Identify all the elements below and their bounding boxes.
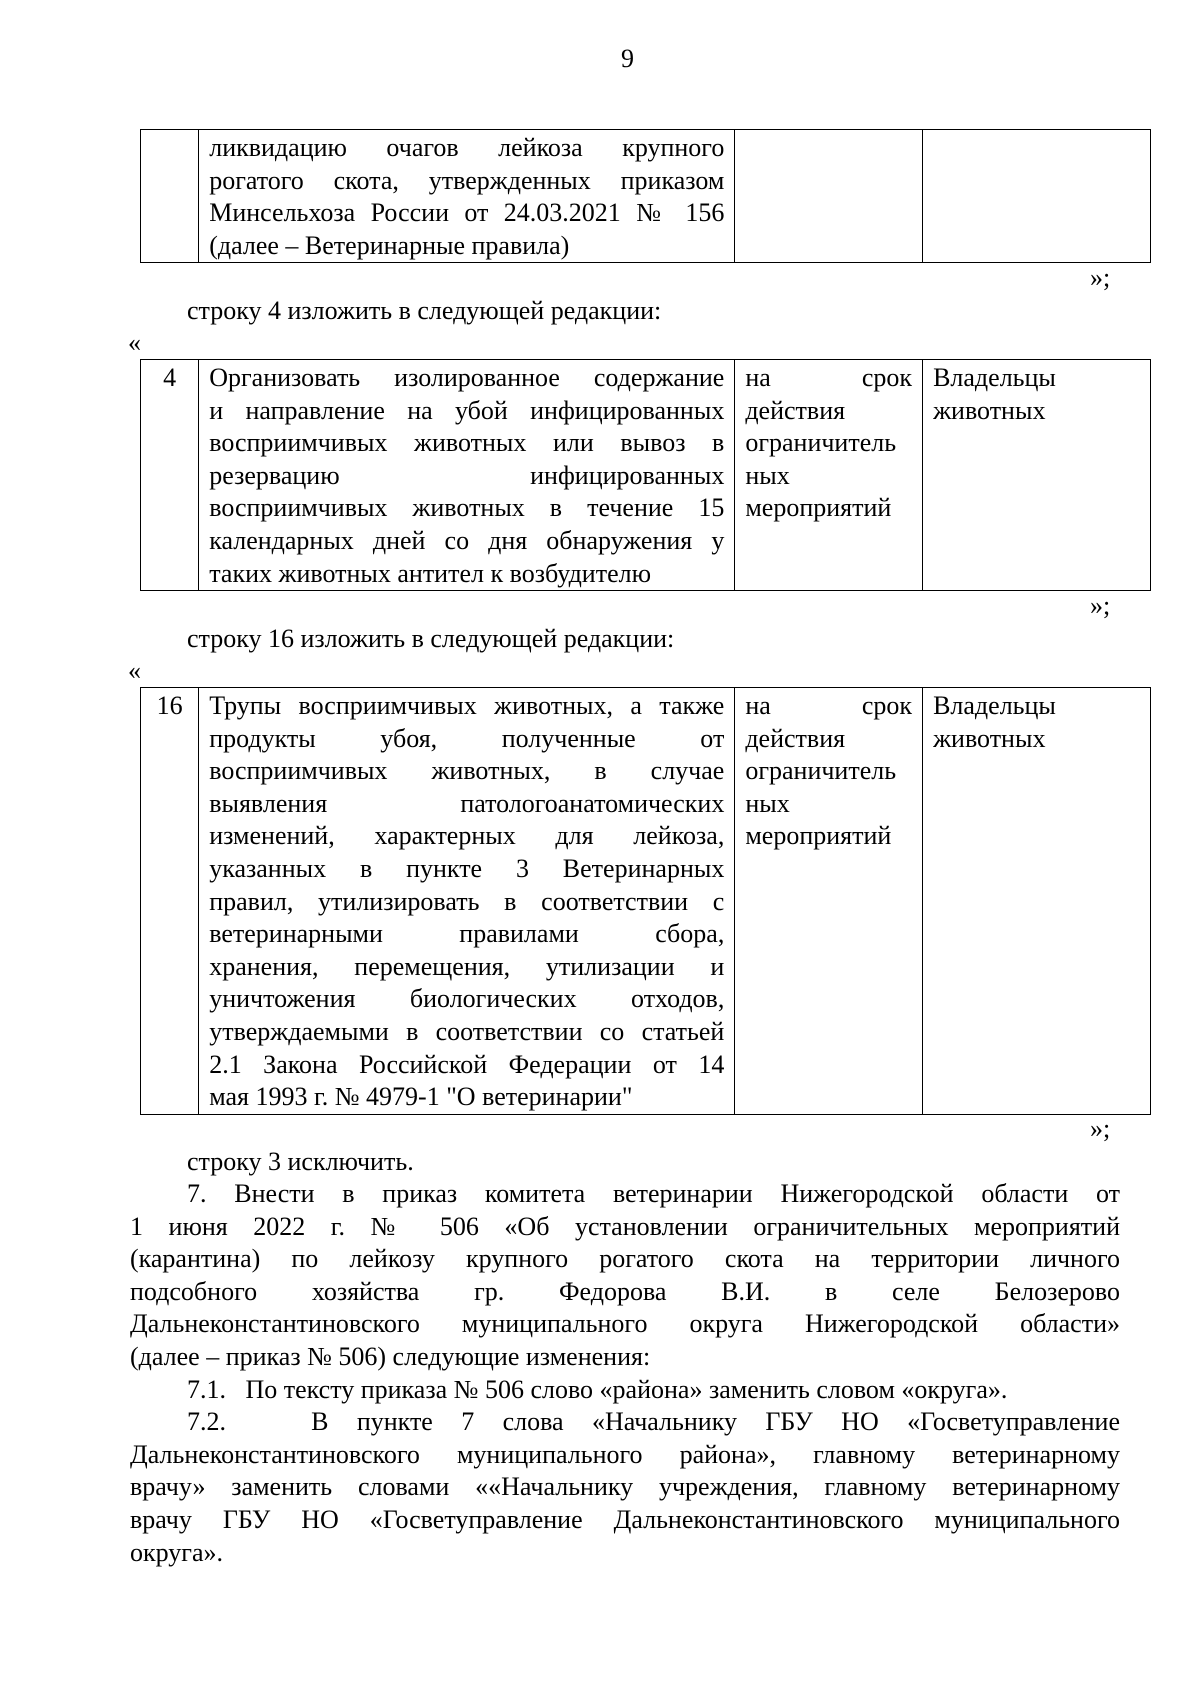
row-term-cell xyxy=(735,360,923,591)
table-row xyxy=(141,688,1151,1115)
term-line: мероприятий xyxy=(745,821,892,851)
instruction-row4: строку 4 изложить в следующей редакции: xyxy=(187,296,662,325)
table-row16 xyxy=(140,687,1151,1115)
close-quote: »; xyxy=(1090,263,1111,292)
paragraph-line: Дальнеконстантиновского муниципального округа Нижегородской области» xyxy=(130,1309,1120,1339)
text-line: правил, утилизировать в соответствии с xyxy=(209,886,725,916)
row-number-cell: 16 xyxy=(141,688,199,1115)
text-line: восприимчивых животных в течение 15 xyxy=(209,493,725,523)
paragraph-line: 7. Внести в приказ комитета ветеринарии Нижегородской области от xyxy=(187,1179,1120,1208)
close-quote: »; xyxy=(1090,1114,1111,1143)
text-line: утверждаемыми в соответствии со статьей xyxy=(209,1016,725,1046)
open-quote: « xyxy=(128,656,141,685)
term-line: на срок xyxy=(745,691,913,720)
paragraph-7-1: 7.1. По тексту приказа № 506 слово «района» заменить словом «округа». xyxy=(187,1374,1008,1404)
text-line: уничтожения биологических отходов, xyxy=(209,984,725,1014)
row-responsible-cell xyxy=(923,130,1151,263)
table-row4 xyxy=(140,359,1151,591)
table-row xyxy=(141,130,1151,263)
row-text-cell xyxy=(199,130,735,263)
term-line: ограничитель xyxy=(745,428,897,458)
paragraph-line: округа». xyxy=(130,1537,223,1567)
row-responsible-cell xyxy=(923,360,1151,591)
instruction-row16: строку 16 изложить в следующей редакции: xyxy=(187,624,675,653)
term-line: на срок xyxy=(745,363,913,392)
open-quote: « xyxy=(128,328,141,357)
term-line: действия xyxy=(745,723,846,753)
responsible-line: животных xyxy=(933,395,1046,425)
responsible-line: Владельцы xyxy=(933,691,1056,720)
instruction-row3: строку 3 исключить. xyxy=(187,1147,414,1176)
text-line: (далее – Ветеринарные правила) xyxy=(209,230,570,260)
text-line: и направление на убой инфицированных xyxy=(209,395,725,425)
text-line: выявления патологоанатомических xyxy=(209,788,725,818)
term-line: мероприятий xyxy=(745,493,892,523)
row-number-cell: 4 xyxy=(141,360,199,591)
row-responsible-cell xyxy=(923,688,1151,1115)
row-text-cell xyxy=(199,688,735,1115)
text-line: восприимчивых животных или вывоз в xyxy=(209,428,725,458)
text-line: ветеринарными правилами сбора, xyxy=(209,919,725,949)
text-line: мая 1993 г. № 4979-1 "О ветеринарии" xyxy=(209,1082,633,1112)
term-line: ных xyxy=(745,788,790,818)
paragraph-line: (далее – приказ № 506) следующие изменения: xyxy=(130,1341,651,1371)
page-number: 9 xyxy=(621,44,634,73)
table-continuation xyxy=(140,129,1151,263)
row-text-cell xyxy=(199,360,735,591)
text-line: рогатого скота, утвержденных приказом xyxy=(209,165,725,195)
table-row xyxy=(141,360,1151,591)
responsible-line: Владельцы xyxy=(933,363,1056,392)
text-line: календарных дней со дня обнаружения у xyxy=(209,525,725,555)
text-line: указанных в пункте 3 Ветеринарных xyxy=(209,853,725,883)
paragraph-line: врачу ГБУ НО «Госветуправление Дальнеконстантиновского муниципального xyxy=(130,1504,1120,1534)
text-line: Трупы восприимчивых животных, а также xyxy=(209,691,725,720)
term-line: ных xyxy=(745,460,790,490)
row-number-cell xyxy=(141,130,199,263)
text-line: восприимчивых животных, в случае xyxy=(209,756,725,786)
term-line: действия xyxy=(745,395,846,425)
paragraph-line: 1 июня 2022 г. № 506 «Об установлении ограничительных мероприятий xyxy=(130,1211,1120,1241)
paragraph-line: подсобного хозяйства гр. Федорова В.И. в селе Белозерово xyxy=(130,1276,1120,1306)
paragraph-line: 7.2. В пункте 7 слова «Начальнику ГБУ НО «Госветуправление xyxy=(187,1407,1120,1437)
paragraph-7 xyxy=(130,1178,1120,1569)
text-line: ликвидацию очагов лейкоза крупного xyxy=(209,133,725,162)
paragraph-line: врачу» заменить словами ««Начальнику учреждения, главному ветеринарному xyxy=(130,1472,1120,1502)
paragraph-line: (карантина) по лейкозу крупного рогатого скота на территории личного xyxy=(130,1244,1120,1274)
text-line: изменений, характерных для лейкоза, xyxy=(209,821,725,851)
term-line: ограничитель xyxy=(745,756,897,786)
text-line: продукты убоя, полученные от xyxy=(209,723,725,753)
responsible-line: животных xyxy=(933,723,1046,753)
text-line: Организовать изолированное содержание xyxy=(209,363,725,392)
text-line: таких животных антител к возбудителю xyxy=(209,558,652,588)
row-term-cell xyxy=(735,688,923,1115)
row-term-cell xyxy=(735,130,923,263)
text-line: Минсельхоза России от 24.03.2021 № 156 xyxy=(209,198,725,228)
paragraph-line: Дальнеконстантиновского муниципального района», главному ветеринарному xyxy=(130,1439,1120,1469)
text-line: резервацию инфицированных xyxy=(209,460,725,490)
close-quote: »; xyxy=(1090,591,1111,620)
text-line: хранения, перемещения, утилизации и xyxy=(209,951,725,981)
text-line: 2.1 Закона Российской Федерации от 14 xyxy=(209,1049,725,1079)
